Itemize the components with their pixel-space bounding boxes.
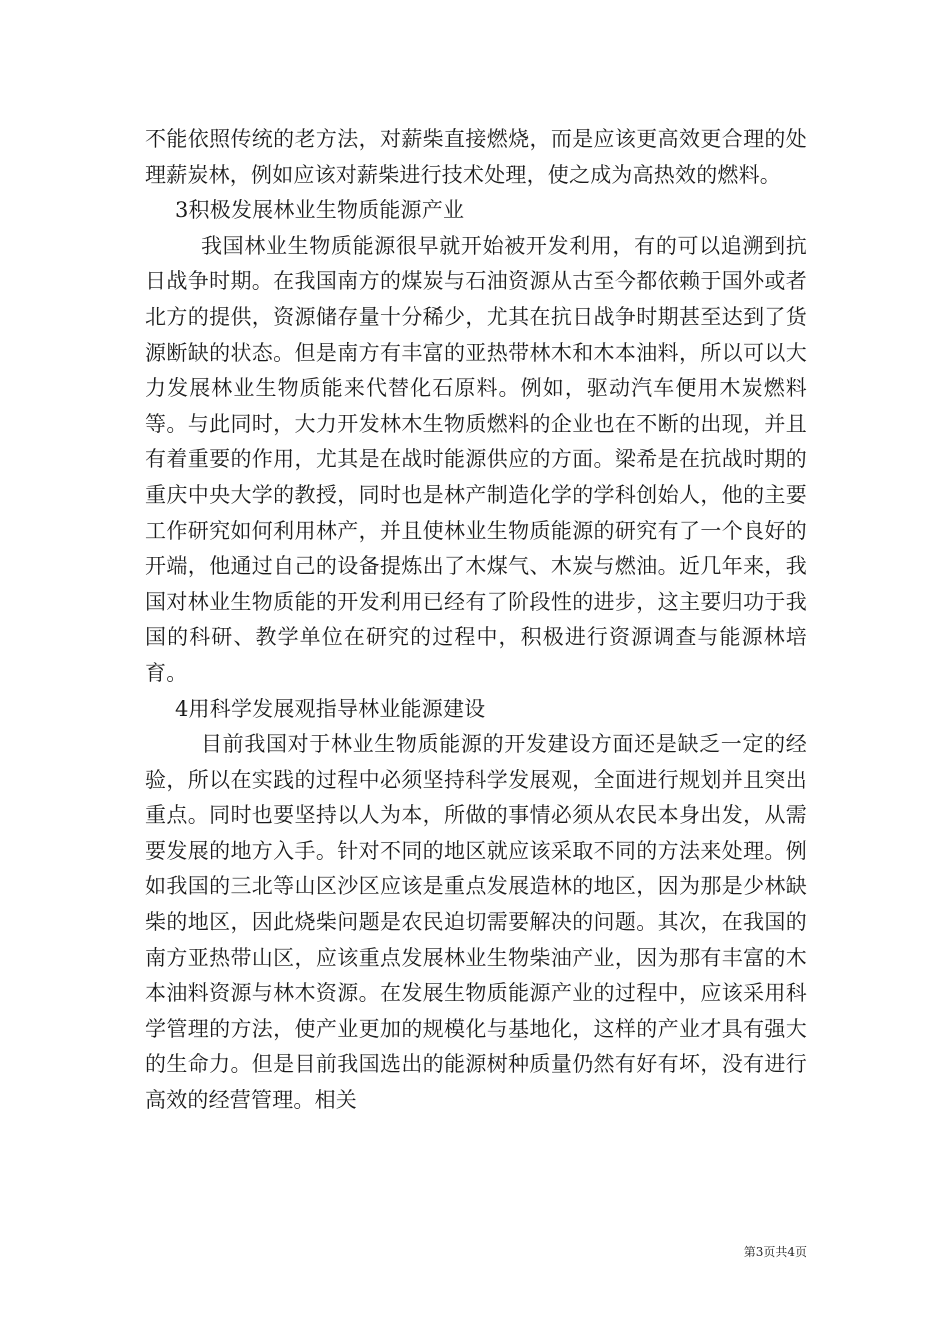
document-body <box>145 122 807 1119</box>
section-heading-4: 4用科学发展观指导林业能源建设 <box>175 696 486 721</box>
paragraph-section-3: 我国林业生物质能源很早就开始被开发利用，有的可以追溯到抗日战争时期。在我国南方的煤炭与石油资源从古至今都依赖于国外或者北方的提供，资源储存量十分稀少，尤其在抗日战争时期甚至达到了货源断缺的状态。但是南方有丰富的亚热带林木和木本油料，所以可以大力发展林业生物质能来代替化石原料。例如，驱动汽车便用木炭燃料等。与此同时，大力开发林木生物质燃料的企业也在不断的出现，并且有着重要的作用，尤其是在战时能源供应的方面。梁希是在抗战时期的重庆中央大学的教授，同时也是林产制造化学的学科创始人，他的主要工作研究如何利用林产，并且使林业生物质能源的研究有了一个良好的开端，他通过自己的设备提炼出了木煤气、木炭与燃油。近几年来，我国对林业生物质能的开发利用已经有了阶段性的进步，这主要归功于我国的科研、教学单位在研究的过程中，积极进行资源调查与能源林培育。 <box>145 233 807 685</box>
section-heading-3: 3积极发展林业生物质能源产业 <box>175 198 465 223</box>
paragraph-intro: 不能依照传统的老方法，对薪柴直接燃烧，而是应该更高效更合理的处理薪炭林，例如应该对薪柴进行技术处理，使之成为高热效的燃料。 <box>145 127 807 187</box>
paragraph-section-4: 目前我国对于林业生物质能源的开发建设方面还是缺乏一定的经验，所以在实践的过程中必须坚持科学发展观，全面进行规划并且突出重点。同时也要坚持以人为本，所做的事情必须从农民本身出发，从需要发展的地方入手。针对不同的地区就应该采取不同的方法来处理。例如我国的三北等山区沙区应该是重点发展造林的地区，因为那是少林缺柴的地区，因此烧柴问题是农民迫切需要解决的问题。其次，在我国的南方亚热带山区，应该重点发展林业生物柴油产业，因为那有丰富的木本油料资源与林木资源。在发展生物质能源产业的过程中，应该采用科学管理的方法，使产业更加的规模化与基地化，这样的产业才具有强大的生命力。但是目前我国选出的能源树种质量仍然有好有坏，没有进行高效的经营管理。相关 <box>145 732 807 1113</box>
page-number-footer: 第3页共4页 <box>743 1245 807 1259</box>
